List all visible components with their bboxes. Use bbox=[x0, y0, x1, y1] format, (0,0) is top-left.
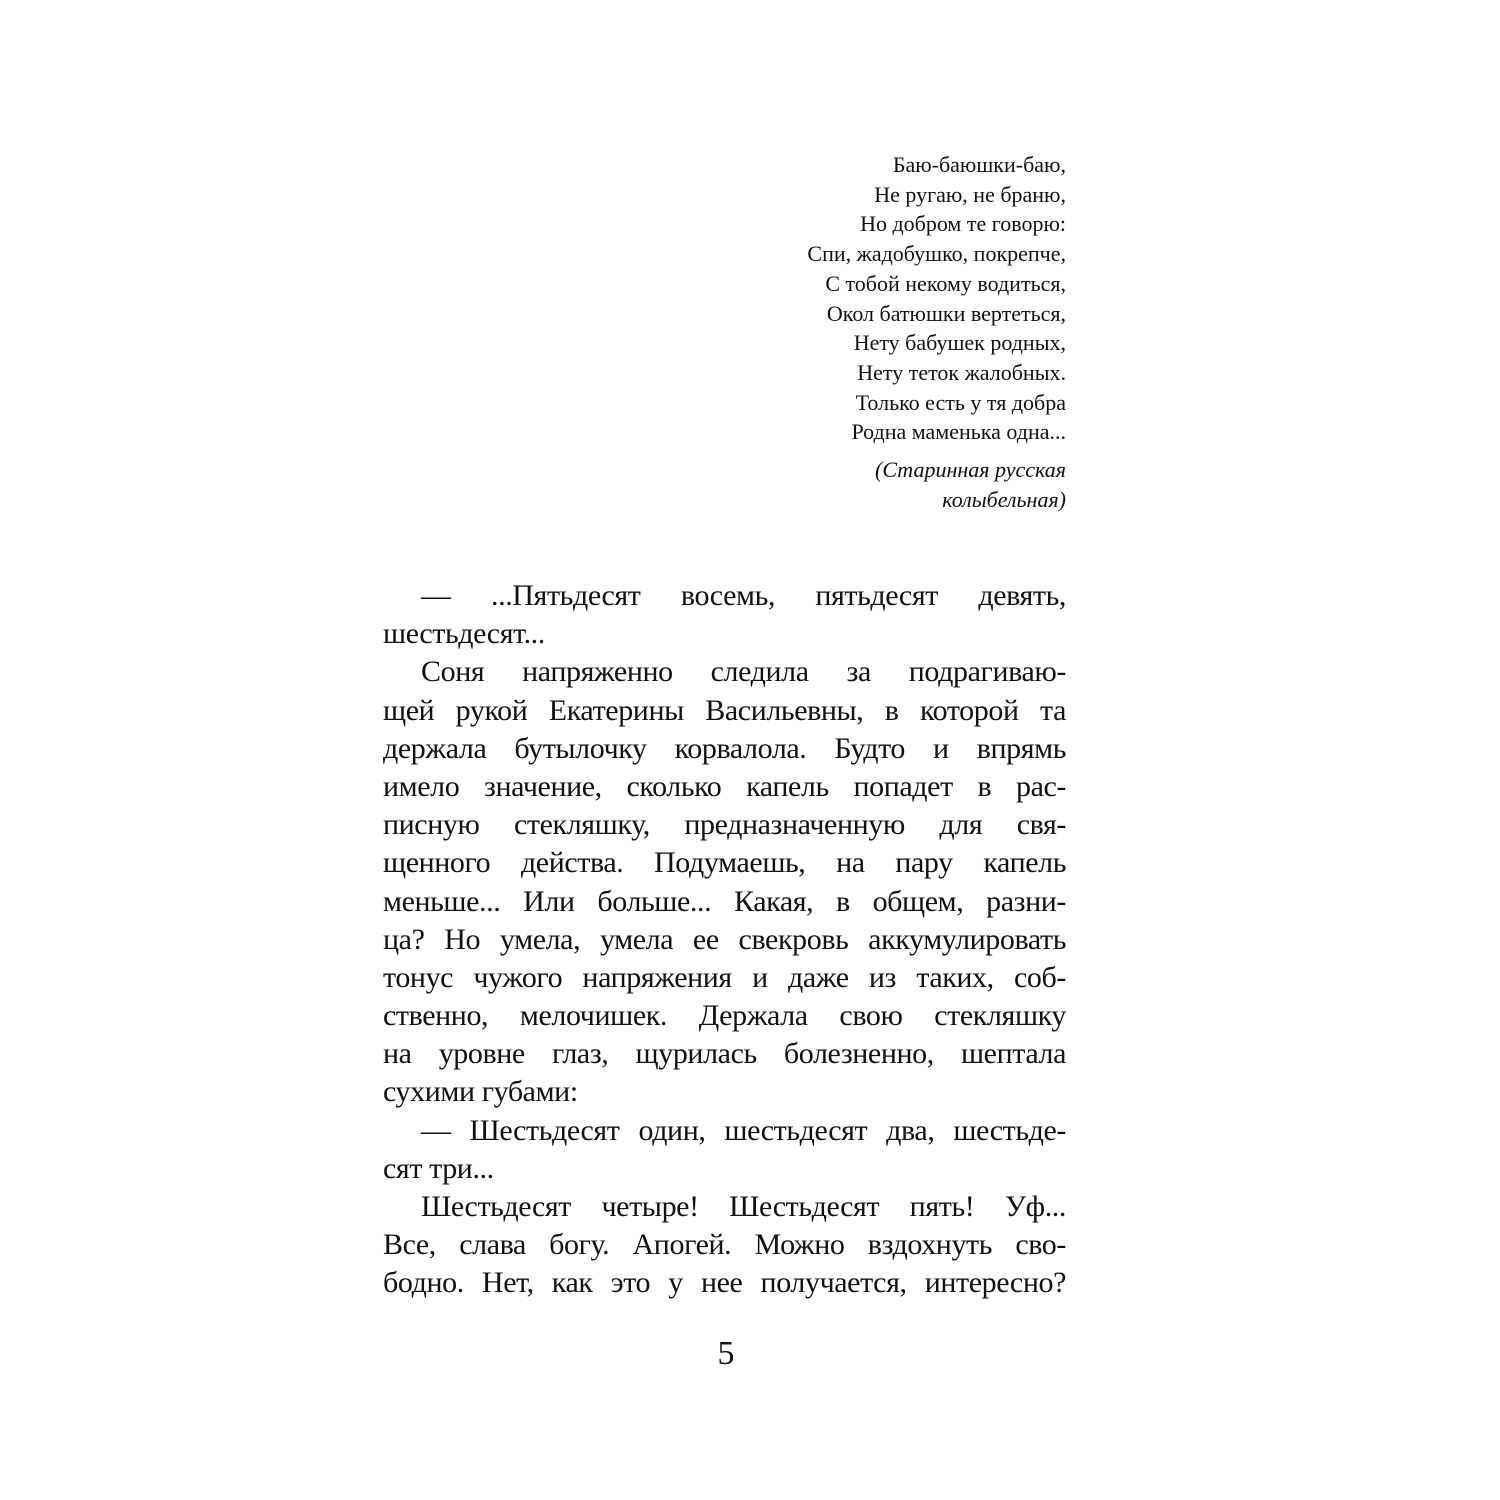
body-line: бодно. Нет, как это у нее получается, интересно? bbox=[383, 1266, 1066, 1300]
body-line: тонус чужого напряжения и даже из таких, соб- bbox=[383, 960, 1066, 994]
epigraph-source-line: колыбельная) bbox=[942, 487, 1066, 513]
body-line: щенного действа. Подумаешь, на пару капель bbox=[383, 846, 1066, 880]
body-line: писную стекляшку, предназначенную для свя- bbox=[383, 808, 1066, 842]
epigraph-line: Нету бабушек родных, bbox=[853, 330, 1066, 356]
epigraph-line: С тобой некому водиться, bbox=[825, 270, 1066, 296]
body-line: шестьдесят... bbox=[383, 617, 545, 651]
page-number: 5 bbox=[717, 1335, 735, 1372]
epigraph-source bbox=[640, 455, 1066, 515]
body-line: ственно, мелочишек. Держала свою стекляшку bbox=[383, 999, 1066, 1033]
body-line: на уровне глаз, щурилась болезненно, шептала bbox=[383, 1037, 1066, 1071]
body-line: — Шестьдесят один, шестьдесят два, шестьде- bbox=[421, 1113, 1066, 1147]
chapter-body-text bbox=[383, 577, 1066, 1303]
body-line: имело значение, сколько капель попадет в рас- bbox=[383, 769, 1066, 803]
body-line: сят три... bbox=[383, 1151, 494, 1185]
epigraph-line: Родна маменька одна... bbox=[851, 419, 1066, 445]
epigraph-line: Нету теток жалобных. bbox=[857, 359, 1066, 385]
body-line: Шестьдесят четыре! Шестьдесят пять! Уф... bbox=[421, 1190, 1066, 1223]
epigraph-line: Окол батюшки вертеться, bbox=[826, 300, 1066, 326]
body-line: Все, слава богу. Апогей. Можно вздохнуть сво- bbox=[383, 1228, 1066, 1262]
body-line: держала бутылочку корвалола. Будто и впрямь bbox=[383, 731, 1066, 765]
body-line: ца? Но умела, умела ее свекровь аккумулировать bbox=[383, 922, 1066, 956]
epigraph-line: Не ругаю, не браню, bbox=[874, 181, 1066, 207]
body-line: щей рукой Екатерины Васильевны, в которой та bbox=[383, 693, 1066, 727]
epigraph-line: Только есть у тя добра bbox=[855, 389, 1066, 415]
body-line: — ...Пятьдесят восемь, пятьдесят девять, bbox=[421, 579, 1066, 612]
epigraph-line: Спи, жадобушко, покрепче, bbox=[807, 241, 1066, 267]
body-line: меньше... Или больше... Какая, в общем, разни- bbox=[383, 884, 1066, 918]
epigraph-line: Но добром те говорю: bbox=[860, 211, 1066, 237]
epigraph-source-line: (Старинная русская bbox=[875, 457, 1066, 483]
epigraph bbox=[640, 150, 1066, 515]
body-line: Соня напряженно следила за подрагиваю- bbox=[421, 655, 1066, 689]
body-line: сухими губами: bbox=[383, 1075, 578, 1109]
epigraph-line: Баю-баюшки-баю, bbox=[892, 152, 1066, 177]
